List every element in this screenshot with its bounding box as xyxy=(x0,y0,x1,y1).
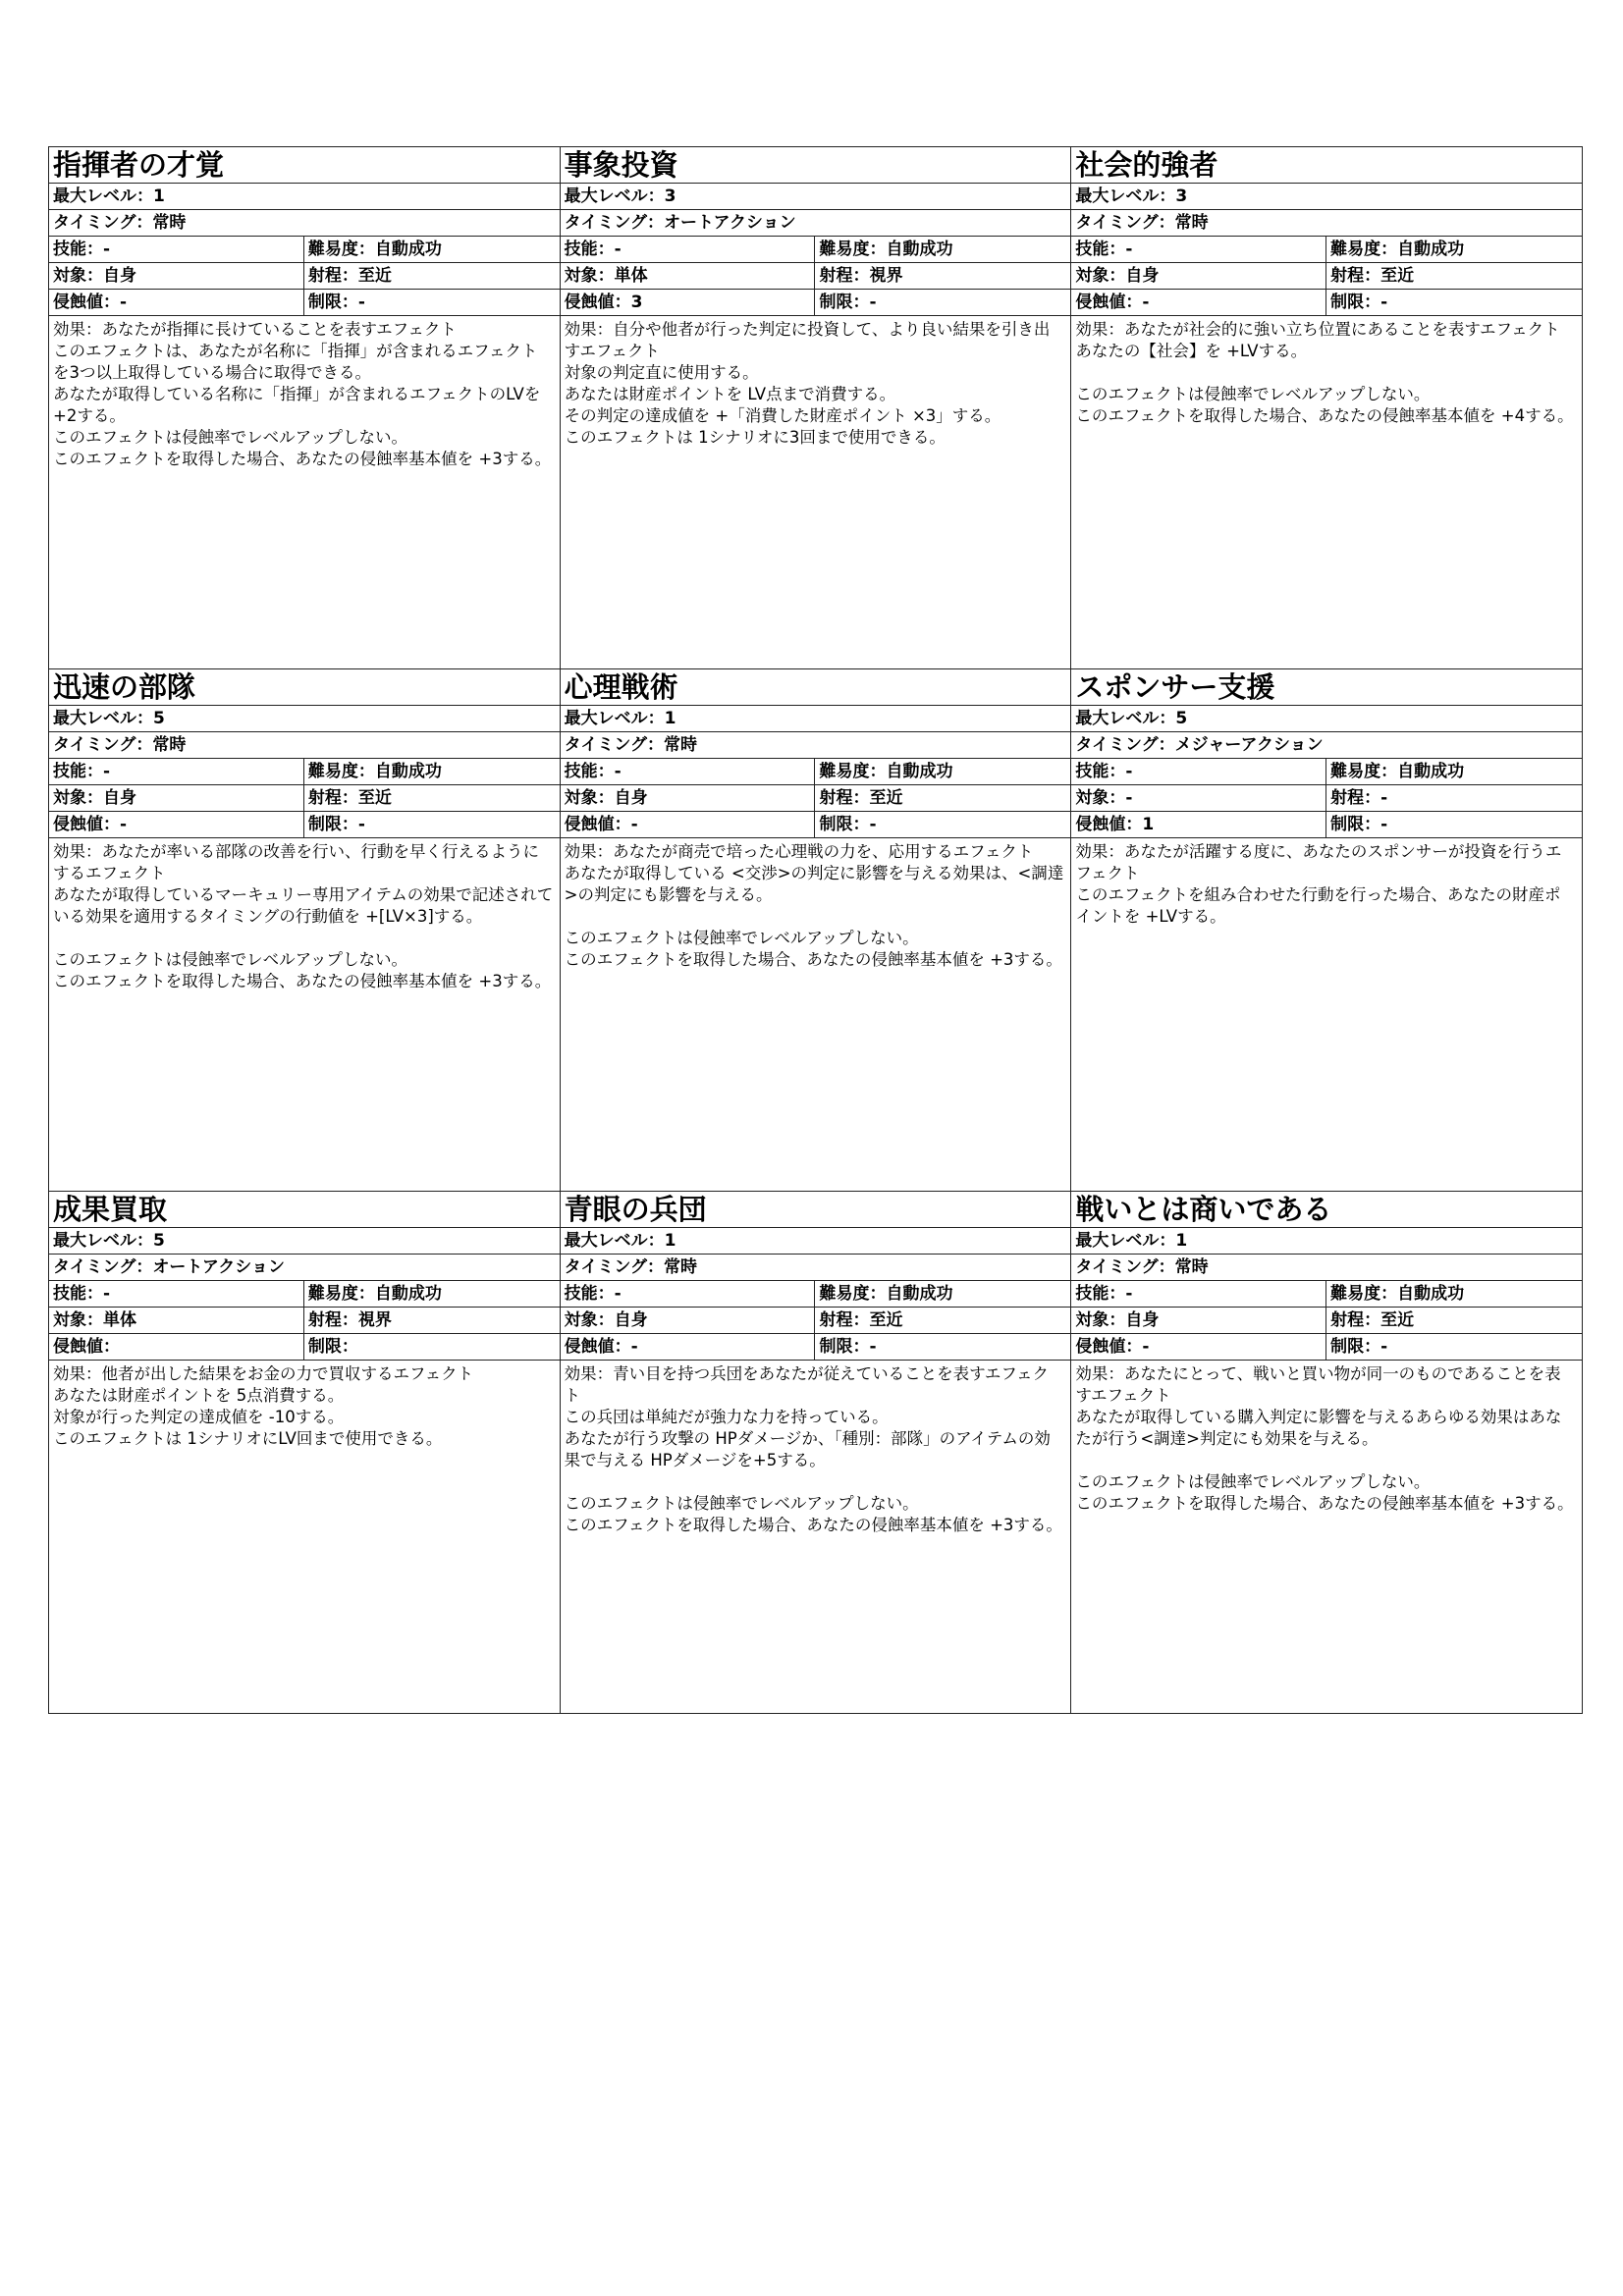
target-label: 対象： xyxy=(53,266,103,286)
timing-label: タイミング： xyxy=(564,735,664,755)
erosion-cell xyxy=(561,290,816,315)
effect-description: 効果：あなたが指揮に長けていることを表すエフェクト このエフェクトは、あなたが名称に「指揮」が含まれるエフェクトを3つ以上取得している場合に取得できる。 あなたが取得している名称に「指揮」が含まれるエフェクトのLVを+2する。 このエフェクトは侵蝕率でレベルアップしない。 このエフェクトを取得した場合、あなたの侵蝕率基本値を +3する。 xyxy=(53,320,552,468)
skill-difficulty-row xyxy=(1071,1281,1582,1308)
target-range-row xyxy=(561,1308,1071,1334)
effect-name: 迅速の部隊 xyxy=(49,669,560,706)
timing-row xyxy=(561,732,1071,759)
target-value: - xyxy=(1125,788,1133,808)
max-level-row xyxy=(49,706,560,732)
difficulty-cell xyxy=(815,759,1070,784)
difficulty-label: 難易度： xyxy=(1330,240,1398,259)
max-level-label: 最大レベル： xyxy=(1075,187,1176,206)
erosion-restriction-row xyxy=(561,290,1071,316)
difficulty-label: 難易度： xyxy=(307,240,375,259)
skill-cell xyxy=(49,759,304,784)
range-value: - xyxy=(1380,788,1388,808)
difficulty-cell xyxy=(815,1281,1070,1307)
target-cell xyxy=(49,1308,304,1333)
timing-row xyxy=(1071,1255,1582,1281)
restriction-cell xyxy=(304,290,560,315)
effect-name: スポンサー支援 xyxy=(1071,669,1582,706)
skill-value: - xyxy=(103,762,111,781)
effect-card xyxy=(48,668,560,1191)
max-level-row xyxy=(561,184,1071,210)
timing-value: 常時 xyxy=(663,735,697,755)
erosion-cell xyxy=(1071,1334,1326,1360)
skill-difficulty-row xyxy=(49,237,560,263)
target-label: 対象： xyxy=(53,788,103,808)
difficulty-label: 難易度： xyxy=(819,240,887,259)
range-cell xyxy=(304,263,560,289)
target-label: 対象： xyxy=(53,1310,103,1330)
target-range-row xyxy=(49,785,560,812)
restriction-value: - xyxy=(869,1337,877,1357)
skill-label: 技能： xyxy=(53,762,103,781)
difficulty-value: 自動成功 xyxy=(886,1284,953,1304)
target-label: 対象： xyxy=(564,1310,615,1330)
erosion-value: 3 xyxy=(630,293,643,312)
difficulty-value: 自動成功 xyxy=(374,762,442,781)
skill-value: - xyxy=(614,240,622,259)
skill-cell xyxy=(49,237,304,262)
erosion-value: - xyxy=(630,1337,638,1357)
erosion-value: - xyxy=(630,815,638,834)
skill-value: - xyxy=(614,762,622,781)
restriction-label: 制限： xyxy=(1330,1337,1381,1357)
target-range-row xyxy=(1071,1308,1582,1334)
skill-value: - xyxy=(1125,240,1133,259)
target-cell xyxy=(49,785,304,811)
difficulty-label: 難易度： xyxy=(1330,762,1398,781)
timing-row xyxy=(49,1255,560,1281)
target-cell xyxy=(49,263,304,289)
target-value: 単体 xyxy=(614,266,648,286)
skill-cell xyxy=(1071,237,1326,262)
max-level-value: 1 xyxy=(664,709,676,728)
target-cell xyxy=(1071,785,1326,811)
max-level-label: 最大レベル： xyxy=(564,709,665,728)
range-value: 至近 xyxy=(357,788,392,808)
difficulty-value: 自動成功 xyxy=(374,1284,442,1304)
skill-label: 技能： xyxy=(1075,1284,1126,1304)
timing-row xyxy=(561,210,1071,237)
skill-label: 技能： xyxy=(1075,762,1126,781)
max-level-label: 最大レベル： xyxy=(1075,1231,1176,1251)
target-cell xyxy=(561,785,816,811)
erosion-label: 侵蝕値： xyxy=(53,293,120,312)
max-level-value: 1 xyxy=(664,1231,676,1251)
erosion-label: 侵蝕値： xyxy=(564,815,631,834)
effect-card xyxy=(560,146,1071,668)
skill-difficulty-row xyxy=(49,1281,560,1308)
timing-row xyxy=(1071,210,1582,237)
range-label: 射程： xyxy=(307,1310,358,1330)
target-value: 自身 xyxy=(614,1310,648,1330)
range-label: 射程： xyxy=(819,788,870,808)
restriction-label: 制限： xyxy=(307,1337,358,1357)
timing-row xyxy=(49,732,560,759)
restriction-cell xyxy=(1326,290,1582,315)
restriction-label: 制限： xyxy=(819,815,870,834)
target-cell xyxy=(561,1308,816,1333)
effect-card xyxy=(48,1191,560,1713)
skill-label: 技能： xyxy=(564,240,615,259)
erosion-label: 侵蝕値： xyxy=(53,815,120,834)
target-label: 対象： xyxy=(564,788,615,808)
difficulty-cell xyxy=(815,237,1070,262)
effect-card xyxy=(1070,146,1582,668)
skill-value: - xyxy=(1125,762,1133,781)
restriction-label: 制限： xyxy=(307,815,358,834)
timing-row xyxy=(49,210,560,237)
max-level-row xyxy=(1071,184,1582,210)
effect-description: 効果：あなたにとって、戦いと買い物が同一のものであることを表すエフェクト あなたが取得している購入判定に影響を与えるあらゆる効果はあなたが行う<調達>判定にも効果を与える。 このエフェクトは侵蝕率でレベルアップしない。 このエフェクトを取得した場合、あなたの侵蝕率基本値を +3する。 xyxy=(1075,1364,1574,1513)
erosion-label: 侵蝕値： xyxy=(1075,815,1143,834)
difficulty-value: 自動成功 xyxy=(886,762,953,781)
restriction-cell xyxy=(815,812,1070,837)
restriction-value: - xyxy=(869,815,877,834)
effect-description: 効果：他者が出した結果をお金の力で買収するエフェクト あなたは財産ポイントを 5点消費する。 対象が行った判定の達成値を -10する。 このエフェクトは 1シナリオにLV回まで使用できる。 xyxy=(53,1364,474,1448)
restriction-cell xyxy=(1326,812,1582,837)
max-level-label: 最大レベル： xyxy=(564,187,665,206)
skill-cell xyxy=(1071,759,1326,784)
target-range-row xyxy=(49,1308,560,1334)
timing-value: 常時 xyxy=(1174,213,1209,233)
skill-label: 技能： xyxy=(564,1284,615,1304)
restriction-cell xyxy=(1326,1334,1582,1360)
target-range-row xyxy=(1071,785,1582,812)
erosion-cell xyxy=(49,812,304,837)
target-range-row xyxy=(1071,263,1582,290)
max-level-label: 最大レベル： xyxy=(53,1231,153,1251)
erosion-restriction-row xyxy=(49,812,560,838)
erosion-restriction-row xyxy=(1071,812,1582,838)
timing-label: タイミング： xyxy=(564,1257,664,1277)
difficulty-value: 自動成功 xyxy=(886,240,953,259)
target-value: 自身 xyxy=(1125,266,1160,286)
difficulty-cell xyxy=(304,237,560,262)
target-label: 対象： xyxy=(564,266,615,286)
effect-description: 効果：あなたが商売で培った心理戦の力を、応用するエフェクト あなたが取得している <交渉>の判定に影響を与える効果は、<調達>の判定にも影響を与える。 このエフェクトは侵蝕率でレベルアップしない。 このエフェクトを取得した場合、あなたの侵蝕率基本値を +3する。 xyxy=(564,842,1064,969)
skill-difficulty-row xyxy=(1071,759,1582,785)
max-level-value: 5 xyxy=(153,709,165,728)
target-value: 自身 xyxy=(1125,1310,1160,1330)
target-range-row xyxy=(49,263,560,290)
restriction-value: - xyxy=(357,293,365,312)
timing-value: オートアクション xyxy=(663,213,796,233)
effect-description: 効果：あなたが社会的に強い立ち位置にあることを表すエフェクト あなたの【社会】を +LVする。 このエフェクトは侵蝕率でレベルアップしない。 このエフェクトを取得した場合、あなたの侵蝕率基本値を +4する。 xyxy=(1075,320,1574,425)
target-cell xyxy=(1071,1308,1326,1333)
restriction-label: 制限： xyxy=(307,293,358,312)
target-value: 自身 xyxy=(103,266,136,286)
target-cell xyxy=(561,263,816,289)
erosion-restriction-row xyxy=(561,1334,1071,1361)
skill-difficulty-row xyxy=(1071,237,1582,263)
restriction-value: - xyxy=(357,815,365,834)
range-value: 至近 xyxy=(1380,1310,1415,1330)
skill-value: - xyxy=(103,1284,111,1304)
max-level-value: 3 xyxy=(664,187,676,206)
effect-name: 社会的強者 xyxy=(1071,147,1582,184)
skill-value: - xyxy=(103,240,111,259)
range-label: 射程： xyxy=(307,788,358,808)
target-label: 対象： xyxy=(1075,266,1126,286)
max-level-label: 最大レベル： xyxy=(1075,709,1176,728)
timing-row xyxy=(561,1255,1071,1281)
max-level-value: 3 xyxy=(1175,187,1188,206)
target-label: 対象： xyxy=(1075,1310,1126,1330)
effect-card xyxy=(560,668,1071,1191)
timing-value: 常時 xyxy=(152,735,187,755)
erosion-label: 侵蝕値： xyxy=(1075,293,1143,312)
target-value: 自身 xyxy=(103,788,136,808)
range-label: 射程： xyxy=(1330,788,1381,808)
target-cell xyxy=(1071,263,1326,289)
effect-name: 成果買取 xyxy=(49,1192,560,1228)
erosion-restriction-row xyxy=(49,290,560,316)
timing-value: 常時 xyxy=(1174,1257,1209,1277)
target-value: 単体 xyxy=(103,1310,136,1330)
range-cell xyxy=(304,785,560,811)
restriction-value: - xyxy=(869,293,877,312)
effect-description: 効果：自分や他者が行った判定に投資して、より良い結果を引き出すエフェクト 対象の判定直に使用する。 あなたは財産ポイントを LV点まで消費する。 その判定の達成値を +「消費した財産ポイント ×3」する。 このエフェクトは 1シナリオに3回まで使用できる。 xyxy=(564,320,1051,447)
max-level-label: 最大レベル： xyxy=(564,1231,665,1251)
range-cell xyxy=(815,785,1070,811)
difficulty-cell xyxy=(304,1281,560,1307)
effect-name: 事象投資 xyxy=(561,147,1071,184)
target-value: 自身 xyxy=(614,788,648,808)
timing-label: タイミング： xyxy=(1075,735,1175,755)
erosion-value: 1 xyxy=(1142,815,1155,834)
restriction-value: - xyxy=(1380,1337,1388,1357)
range-cell xyxy=(1326,785,1582,811)
skill-cell xyxy=(1071,1281,1326,1307)
restriction-label: 制限： xyxy=(819,1337,870,1357)
timing-label: タイミング： xyxy=(53,735,153,755)
effect-card xyxy=(560,1191,1071,1713)
timing-label: タイミング： xyxy=(53,1257,153,1277)
erosion-cell xyxy=(1071,812,1326,837)
erosion-restriction-row xyxy=(1071,1334,1582,1361)
max-level-row xyxy=(49,1228,560,1255)
skill-label: 技能： xyxy=(53,240,103,259)
erosion-cell xyxy=(561,1334,816,1360)
restriction-value: - xyxy=(1380,293,1388,312)
difficulty-label: 難易度： xyxy=(819,762,887,781)
difficulty-cell xyxy=(1326,1281,1582,1307)
range-value: 至近 xyxy=(1380,266,1415,286)
restriction-cell xyxy=(815,1334,1070,1360)
difficulty-label: 難易度： xyxy=(307,762,375,781)
skill-value: - xyxy=(1125,1284,1133,1304)
skill-cell xyxy=(561,1281,816,1307)
max-level-row xyxy=(561,706,1071,732)
effect-name: 戦いとは商いである xyxy=(1071,1192,1582,1228)
restriction-label: 制限： xyxy=(1330,815,1381,834)
restriction-label: 制限： xyxy=(819,293,870,312)
erosion-restriction-row xyxy=(561,812,1071,838)
erosion-cell xyxy=(49,290,304,315)
target-label: 対象： xyxy=(1075,788,1126,808)
erosion-label: 侵蝕値： xyxy=(1075,1337,1143,1357)
skill-value: - xyxy=(614,1284,622,1304)
skill-label: 技能： xyxy=(564,762,615,781)
effect-name: 心理戦術 xyxy=(561,669,1071,706)
skill-difficulty-row xyxy=(561,1281,1071,1308)
erosion-label: 侵蝕値： xyxy=(564,1337,631,1357)
difficulty-label: 難易度： xyxy=(819,1284,887,1304)
range-cell xyxy=(815,1308,1070,1333)
erosion-label: 侵蝕値： xyxy=(53,1337,120,1357)
range-label: 射程： xyxy=(1330,266,1381,286)
restriction-cell xyxy=(304,1334,560,1360)
max-level-value: 1 xyxy=(153,187,165,206)
erosion-cell xyxy=(1071,290,1326,315)
effect-description: 効果：あなたが活躍する度に、あなたのスポンサーが投資を行うエフェクト このエフェクトを組み合わせた行動を行った場合、あなたの財産ポイントを +LVする。 xyxy=(1075,842,1562,926)
max-level-row xyxy=(1071,1228,1582,1255)
range-label: 射程： xyxy=(819,1310,870,1330)
range-cell xyxy=(815,263,1070,289)
max-level-row xyxy=(49,184,560,210)
effect-card xyxy=(1070,1191,1582,1713)
range-value: 視界 xyxy=(869,266,903,286)
skill-cell xyxy=(49,1281,304,1307)
effect-description: 効果：青い目を持つ兵団をあなたが従えていることを表すエフェクト この兵団は単純だが強力な力を持っている。 あなたが行う攻撃の HPダメージか、「種別：部隊」のアイテムの効果で与える HPダメージを+5する。 このエフェクトは侵蝕率でレベルアップしない。 このエフェクトを取得した場合、あなたの侵蝕率基本値を +3する。 xyxy=(564,1364,1062,1534)
timing-label: タイミング： xyxy=(564,213,664,233)
skill-difficulty-row xyxy=(561,759,1071,785)
range-value: 至近 xyxy=(869,788,903,808)
range-value: 至近 xyxy=(869,1310,903,1330)
max-level-value: 1 xyxy=(1175,1231,1188,1251)
timing-label: タイミング： xyxy=(53,213,153,233)
difficulty-cell xyxy=(1326,237,1582,262)
skill-cell xyxy=(561,759,816,784)
erosion-label: 侵蝕値： xyxy=(564,293,631,312)
max-level-row xyxy=(561,1228,1071,1255)
range-label: 射程： xyxy=(307,266,358,286)
timing-value: 常時 xyxy=(663,1257,697,1277)
effect-card-grid xyxy=(48,146,1583,1714)
timing-label: タイミング： xyxy=(1075,213,1175,233)
effect-description: 効果：あなたが率いる部隊の改善を行い、行動を早く行えるようにするエフェクト あなたが取得しているマーキュリー専用アイテムの効果で記述されている効果を適用するタイミングの行動値を +[LV×3]する。 このエフェクトは侵蝕率でレベルアップしない。 このエフェクトを取得した場合、あなたの侵蝕率基本値を +3する。 xyxy=(53,842,554,990)
max-level-label: 最大レベル： xyxy=(53,709,153,728)
skill-difficulty-row xyxy=(49,759,560,785)
restriction-cell xyxy=(815,290,1070,315)
target-range-row xyxy=(561,785,1071,812)
difficulty-value: 自動成功 xyxy=(1397,240,1465,259)
difficulty-label: 難易度： xyxy=(307,1284,375,1304)
range-cell xyxy=(304,1308,560,1333)
erosion-value: - xyxy=(1142,1337,1150,1357)
max-level-value: 5 xyxy=(1175,709,1188,728)
erosion-value: - xyxy=(120,293,128,312)
timing-value: オートアクション xyxy=(152,1257,285,1277)
effect-name: 青眼の兵団 xyxy=(561,1192,1071,1228)
difficulty-value: 自動成功 xyxy=(374,240,442,259)
effect-card xyxy=(1070,668,1582,1191)
restriction-value: - xyxy=(1380,815,1388,834)
difficulty-cell xyxy=(1326,759,1582,784)
erosion-cell xyxy=(49,1334,304,1360)
max-level-row xyxy=(1071,706,1582,732)
erosion-cell xyxy=(561,812,816,837)
max-level-value: 5 xyxy=(153,1231,165,1251)
skill-label: 技能： xyxy=(1075,240,1126,259)
skill-cell xyxy=(561,237,816,262)
range-label: 射程： xyxy=(819,266,870,286)
timing-row xyxy=(1071,732,1582,759)
difficulty-cell xyxy=(304,759,560,784)
erosion-value: - xyxy=(120,815,128,834)
timing-value: メジャーアクション xyxy=(1174,735,1324,755)
timing-label: タイミング： xyxy=(1075,1257,1175,1277)
skill-difficulty-row xyxy=(561,237,1071,263)
range-value: 視界 xyxy=(357,1310,392,1330)
erosion-restriction-row xyxy=(1071,290,1582,316)
effect-name: 指揮者の才覚 xyxy=(49,147,560,184)
effect-card xyxy=(48,146,560,668)
range-cell xyxy=(1326,263,1582,289)
difficulty-value: 自動成功 xyxy=(1397,1284,1465,1304)
erosion-restriction-row xyxy=(49,1334,560,1361)
range-value: 至近 xyxy=(357,266,392,286)
skill-label: 技能： xyxy=(53,1284,103,1304)
range-label: 射程： xyxy=(1330,1310,1381,1330)
timing-value: 常時 xyxy=(152,213,187,233)
erosion-value: - xyxy=(1142,293,1150,312)
difficulty-label: 難易度： xyxy=(1330,1284,1398,1304)
max-level-label: 最大レベル： xyxy=(53,187,153,206)
difficulty-value: 自動成功 xyxy=(1397,762,1465,781)
restriction-label: 制限： xyxy=(1330,293,1381,312)
range-cell xyxy=(1326,1308,1582,1333)
restriction-cell xyxy=(304,812,560,837)
target-range-row xyxy=(561,263,1071,290)
